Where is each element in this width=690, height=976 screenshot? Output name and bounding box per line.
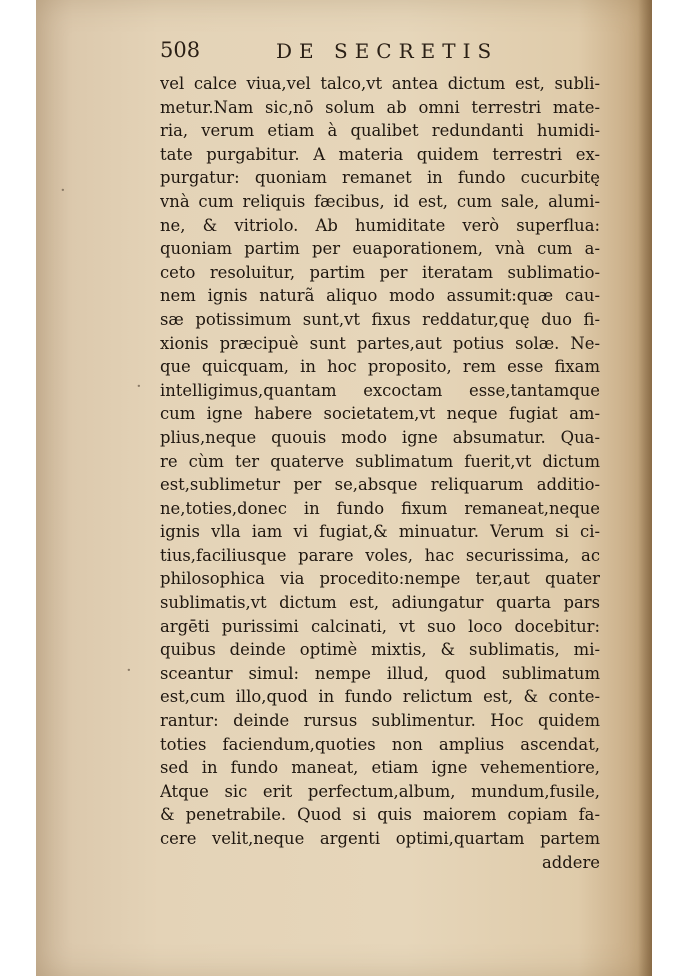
running-title: DE SECRETIS bbox=[276, 39, 499, 63]
text-line: metur.Nam sic,nō solum ab omni terrestri mate- bbox=[160, 97, 600, 117]
text-line: rantur: deinde rursus sublimentur. Hoc quidem bbox=[160, 711, 600, 731]
text-line: tius,faciliusque parare voles, hac securissima, ac bbox=[160, 545, 600, 565]
text-line: quibus deinde optimè mixtis, & sublimatis, mi- bbox=[160, 640, 600, 660]
text-line: purgatur: quoniam remanet in fundo cucurbitę bbox=[160, 168, 600, 188]
body-text bbox=[160, 72, 600, 874]
text-line: re cùm ter quaterve sublimatum fuerit,vt dictum bbox=[160, 451, 600, 471]
text-line: tate purgabitur. A materia quidem terrestri ex- bbox=[160, 144, 600, 164]
text-line: Atque sic erit perfectum,album, mundum,fusile, bbox=[160, 781, 600, 801]
page-header bbox=[160, 38, 590, 68]
text-line: sed in fundo maneat, etiam igne vehementiore, bbox=[160, 758, 600, 778]
text-line: que quicquam, in hoc proposito, rem esse fixam bbox=[160, 357, 600, 377]
text-line: vnà cum reliquis fæcibus, id est, cum sale, alumi- bbox=[160, 191, 600, 211]
text-line: intelligimus,quantam excoctam esse,tantamque bbox=[160, 380, 600, 400]
text-line: toties faciendum,quoties non amplius ascendat, bbox=[160, 734, 600, 754]
text-line: quoniam partim per euaporationem, vnà cum a- bbox=[160, 239, 600, 259]
text-line: sæ potissimum sunt,vt fixus reddatur,quę duo fi- bbox=[160, 309, 600, 329]
book-page bbox=[36, 0, 652, 976]
text-line: plius,neque quouis modo igne absumatur. Qua- bbox=[160, 427, 600, 447]
text-line: argēti purissimi calcinati, vt suo loco docebitur: bbox=[160, 616, 600, 636]
text-line: ne,toties,donec in fundo fixum remaneat,neque bbox=[160, 498, 600, 518]
margin-blemish: · bbox=[136, 376, 142, 397]
margin-blemish: · bbox=[126, 660, 132, 681]
text-line: cere velit,neque argenti optimi,quartam partem bbox=[160, 829, 600, 848]
text-line: est,cum illo,quod in fundo relictum est, & conte- bbox=[160, 687, 600, 707]
text-line: ceto resoluitur, partim per iteratam sublimatio- bbox=[160, 262, 600, 282]
text-line: ne, & vitriolo. Ab humiditate verò superflua: bbox=[160, 215, 600, 235]
catchword: addere bbox=[542, 852, 600, 872]
text-line: xionis præcipuè sunt partes,aut potius solæ. Ne- bbox=[160, 333, 600, 353]
page-number: 508 bbox=[160, 38, 201, 62]
margin-blemish: · bbox=[60, 180, 66, 201]
text-line: philosophica via procedito:nempe ter,aut quater bbox=[160, 569, 600, 589]
text-line: ria, verum etiam à qualibet redundanti humidi- bbox=[160, 121, 600, 141]
text-line: & penetrabile. Quod si quis maiorem copiam fa- bbox=[160, 805, 600, 825]
text-line: sceantur simul: nempe illud, quod sublimatum bbox=[160, 663, 600, 683]
text-line: sublimatis,vt dictum est, adiungatur quarta pars bbox=[160, 593, 600, 613]
text-line: nem ignis naturã aliquo modo assumit:quæ cau- bbox=[160, 286, 600, 306]
text-line: ignis vlla iam vi fugiat,& minuatur. Verum si ci- bbox=[160, 522, 600, 542]
text-line: est,sublimetur per se,absque reliquarum additio- bbox=[160, 475, 600, 495]
text-line: cum igne habere societatem,vt neque fugiat am- bbox=[160, 404, 600, 424]
text-line: vel calce viua,vel talco,vt antea dictum est, subli- bbox=[160, 74, 600, 93]
